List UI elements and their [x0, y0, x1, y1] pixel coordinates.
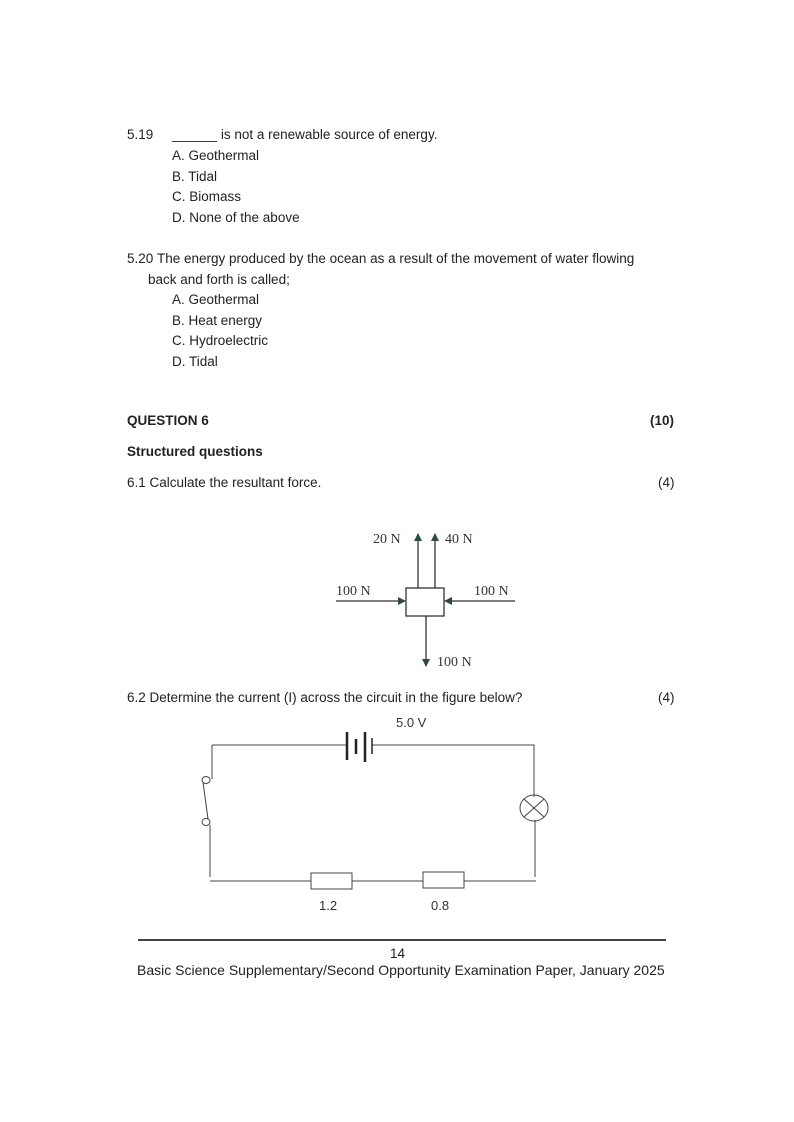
object-box: [406, 588, 444, 616]
force-diagram: [336, 534, 515, 666]
question-number: 5.19: [127, 127, 154, 142]
footer-divider: [138, 939, 666, 941]
switch-icon: [202, 777, 210, 826]
footer-text: Basic Science Supplementary/Second Opportunity Examination Paper, January 2025: [137, 962, 665, 978]
force-label-right: 100 N: [474, 584, 509, 599]
question-6-2: 6.2 Determine the current (I) across the circuit in the figure below?: [127, 690, 523, 705]
page-number: 14: [390, 946, 406, 961]
section-subtitle: Structured questions: [127, 444, 263, 459]
wire-top: [212, 745, 534, 797]
option-c: C. Biomass: [172, 189, 242, 204]
resistor-2-label: 0.8: [431, 898, 450, 913]
force-label-40n: 40 N: [445, 532, 473, 547]
section-title: QUESTION 6: [127, 413, 209, 428]
question-stem: The energy produced by the ocean as a result of the movement of water flowing: [157, 251, 635, 266]
blank: ______: [172, 127, 218, 142]
question-6-1-marks: (4): [658, 475, 675, 490]
force-label-down: 100 N: [437, 655, 472, 670]
option-a: A. Geothermal: [172, 292, 260, 307]
lamp-icon: [520, 795, 548, 821]
option-b: B. Heat energy: [172, 313, 263, 328]
resistor-1: [311, 873, 352, 889]
force-label-20n: 20 N: [373, 532, 401, 547]
section-marks: (10): [650, 413, 675, 428]
force-label-left: 100 N: [336, 584, 371, 599]
option-c: C. Hydroelectric: [172, 333, 269, 348]
option-b: B. Tidal: [172, 169, 218, 184]
question-number: 5.20: [127, 251, 154, 266]
battery-icon: [347, 732, 372, 762]
voltage-label: 5.0 V: [396, 715, 427, 730]
option-d: D. None of the above: [172, 210, 300, 225]
stem-text: is not a renewable source of energy.: [217, 127, 438, 142]
option-a: A. Geothermal: [172, 148, 260, 163]
wire-bottom: [210, 820, 536, 881]
resistor-2: [423, 872, 464, 888]
question-stem-cont: back and forth is called;: [148, 272, 290, 287]
circuit-diagram: [202, 732, 548, 889]
question-6-2-marks: (4): [658, 690, 675, 705]
option-d: D. Tidal: [172, 354, 218, 369]
question-6-1: 6.1 Calculate the resultant force.: [127, 475, 322, 490]
resistor-1-label: 1.2: [319, 898, 338, 913]
